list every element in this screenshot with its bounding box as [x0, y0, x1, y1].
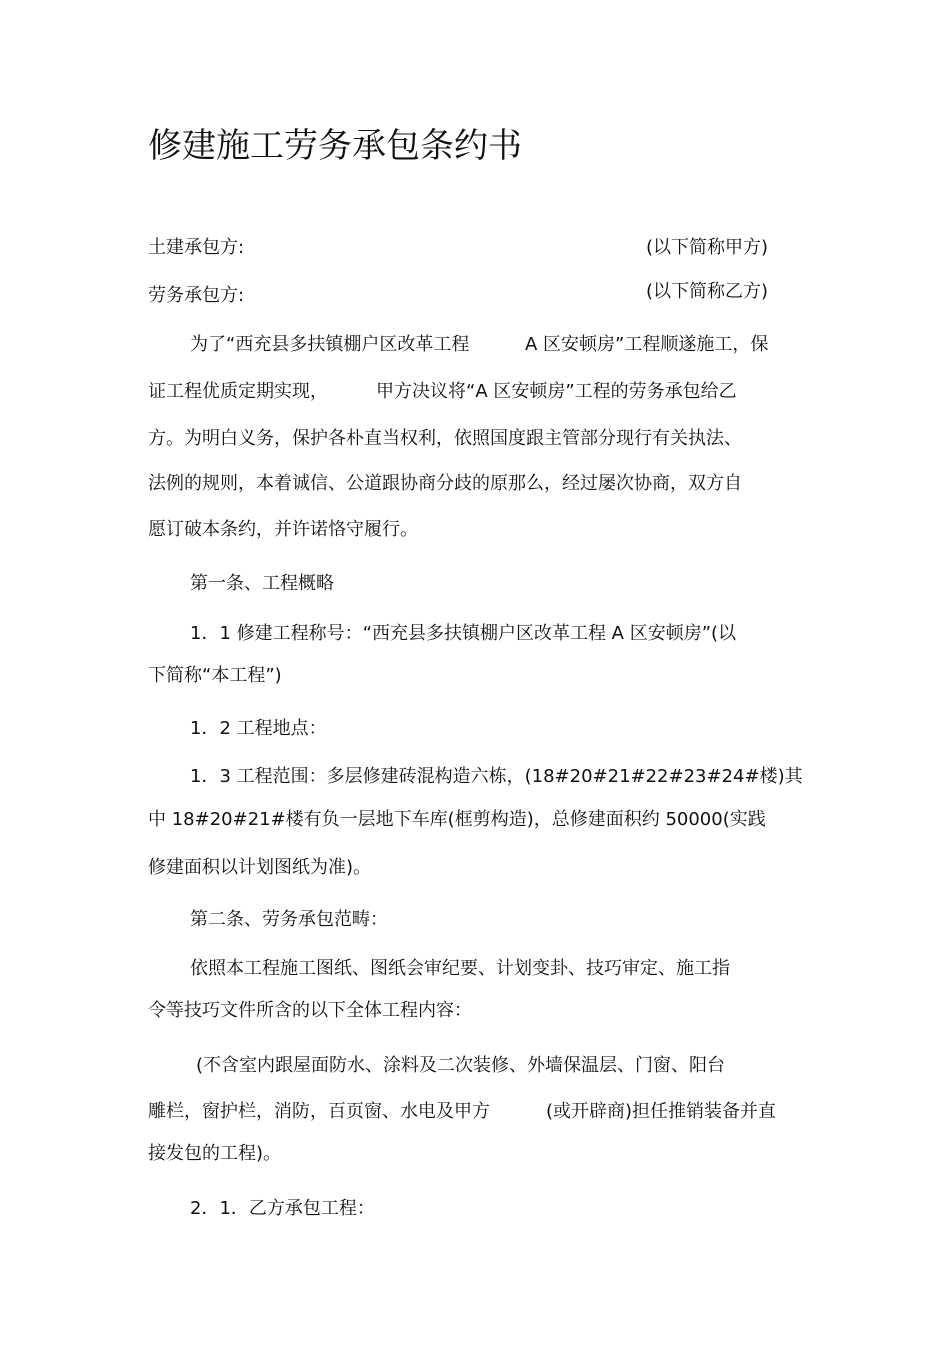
article-2-para-1-line-2: 令等技巧文件所含的以下全体工程内容： — [148, 1000, 472, 1021]
article-2-heading: 第二条、劳务承包范畴： — [190, 909, 388, 930]
party-a-note: (以下简称甲方) — [646, 237, 769, 258]
document-title: 修建施工劳务承包条约书 — [148, 126, 522, 166]
article-1-heading: 第一条、工程概略 — [190, 573, 334, 594]
preamble-line-2b: 甲方决议将“A 区安顿房”工程的劳务承包给乙 — [376, 381, 737, 402]
party-a-label: 土建承包方: — [148, 237, 245, 258]
item-1-1-line-1: 1．1 修建工程称号：“西充县多扶镇棚户区改革工程 A 区安顿房”(以 — [190, 623, 737, 644]
article-2-para-2-line-3: 接发包的工程)。 — [148, 1143, 282, 1164]
preamble-line-1a: 为了“西充县多扶镇棚户区改革工程 — [190, 334, 470, 355]
article-2-para-2-line-2a: 雕栏，窗护栏，消防，百页窗、水电及甲方 — [148, 1101, 490, 1122]
preamble-line-3: 方。为明白义务，保护各朴直当权利，依照国度跟主管部分现行有关执法、 — [148, 428, 742, 449]
item-1-1-line-2: 下简称“本工程”) — [148, 665, 282, 686]
article-2-para-1-line-1: 依照本工程施工图纸、图纸会审纪要、计划变卦、技巧审定、施工指 — [190, 958, 730, 979]
item-1-3-line-1: 1．3 工程范围：多层修建砖混构造六栋，(18#20#21#22#23#24#楼)其 — [190, 766, 803, 787]
item-1-2: 1．2 工程地点： — [190, 718, 327, 739]
preamble-line-1b: A 区安顿房”工程顺遂施工，保 — [525, 334, 769, 355]
item-1-3-line-2: 中 18#20#21#楼有负一层地下车库(框剪构造)，总修建面积约 50000(实践 — [148, 809, 766, 830]
item-1-3-line-3: 修建面积以计划图纸为准)。 — [148, 857, 372, 878]
item-2-1: 2．1．乙方承包工程： — [190, 1198, 375, 1219]
article-2-para-2-line-1: (不含室内跟屋面防水、涂料及二次装修、外墙保温层、门窗、阳台 — [196, 1055, 726, 1076]
article-2-para-2-line-2b: (或开辟商)担任推销装备并直 — [546, 1101, 777, 1122]
party-b-label: 劳务承包方: — [148, 285, 245, 306]
preamble-line-5: 愿订破本条约，并许诺恪守履行。 — [148, 519, 418, 540]
preamble-line-2a: 证工程优质定期实现， — [148, 381, 328, 402]
party-b-note: (以下简称乙方) — [646, 281, 769, 302]
preamble-line-4: 法例的规则，本着诚信、公道跟协商分歧的原那么，经过屡次协商，双方自 — [148, 473, 742, 494]
